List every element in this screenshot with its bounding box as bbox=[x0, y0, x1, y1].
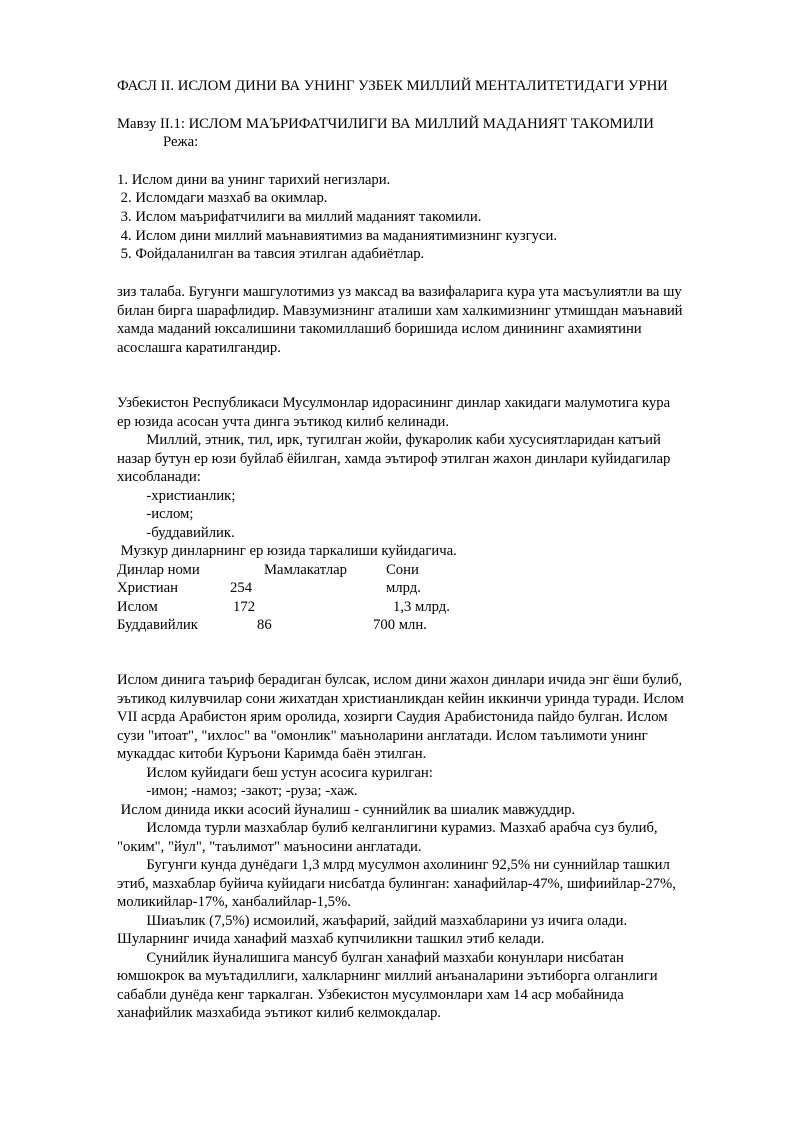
plan-item: 3. Ислом маърифатчилиги ва миллий маданият такомили. bbox=[117, 209, 482, 225]
column-header: Динлар номи bbox=[117, 562, 200, 578]
text-line: сабабли дунёда кенг таркалган. Узбекистон мусулмонлари хам 14 аср мобайнида bbox=[117, 987, 624, 1003]
text-line: Сунийлик йуналишига мансуб булган ханафий мазхаби конунлари нисбатан bbox=[117, 950, 624, 966]
list-item: -христианлик; bbox=[117, 488, 236, 504]
text-line: Бугунги кунда дунёдаги 1,3 млрд мусулмон ахолининг 92,5% ни суннийлар ташкил bbox=[117, 857, 670, 873]
text-line: назар бутун ер юзи буйлаб ёйилган, хамда эътироф этилган жахон динлари куйидагилар bbox=[117, 451, 671, 467]
text-line: Ислом динида икки асосий йуналиш - суннийлик ва шиалик мавжуддир. bbox=[117, 802, 576, 818]
text-line: эътикод килувчилар сони жихатдан христианликдан кейин иккинчи уринда туради. Ислом bbox=[117, 691, 684, 707]
text-line: "оким", "йул", "таълимот" маъносини англатади. bbox=[117, 839, 422, 855]
plan-item: 4. Ислом дини миллий маънавиятимиз ва маданиятимизнинг кузгуси. bbox=[117, 228, 558, 244]
text-line: билан бирга шарафлидир. Мавзумизнинг аталиши хам халкимизнинг утмишдан маънавий bbox=[117, 303, 683, 319]
table-cell: 1,3 млрд. bbox=[393, 599, 450, 615]
plan-item: 2. Исломдаги мазхаб ва окимлар. bbox=[117, 190, 328, 206]
text-line: Ислом куйидаги беш устун асосига курилган: bbox=[117, 765, 433, 781]
table-cell: 172 bbox=[233, 599, 256, 615]
table-cell: 700 млн. bbox=[373, 617, 427, 633]
chapter-title: ФАСЛ II. ИСЛОМ ДИНИ ВА УНИНГ УЗБЕК МИЛЛИЙ МЕНТАЛИТЕТИДАГИ УРНИ bbox=[117, 78, 668, 94]
list-item: -ислом; bbox=[117, 506, 194, 522]
text-line: Исломда турли мазхаблар булиб келганлигини курамиз. Мазхаб арабча суз булиб, bbox=[117, 820, 658, 836]
text-line: -имон; -намоз; -закот; -руза; -хаж. bbox=[117, 783, 358, 799]
list-item: -буддавийлик. bbox=[117, 525, 235, 541]
text-line: юмшокрок ва муътадиллиги, халкларнинг миллий анъаналарини эътиборга олганлиги bbox=[117, 968, 658, 984]
text-line: ер юзида асосан учта динга эътикод килиб келинади. bbox=[117, 414, 450, 430]
text-line: Ислом динига таъриф берадиган булсак, ислом дини жахон динлари ичида энг ёши булиб, bbox=[117, 672, 683, 688]
table-cell: Ислом bbox=[117, 599, 158, 615]
table-cell: 254 bbox=[230, 580, 253, 596]
text-line: Шиаълик (7,5%) исмоилий, жаъфарий, зайдий мазхабларини уз ичига олади. bbox=[117, 913, 628, 929]
text-line: Узбекистон Республикаси Мусулмонлар идорасининг динлар хакидаги малумотига кура bbox=[117, 395, 671, 411]
text-line: сузи "итоат", "ихлос" ва "омонлик" маъноларини англатади. Ислом таълимоти унинг bbox=[117, 728, 648, 744]
table-cell: млрд. bbox=[386, 580, 421, 596]
column-header: Мамлакатлар bbox=[264, 562, 348, 578]
table-cell: 86 bbox=[257, 617, 272, 633]
text-line: ханафийлик мазхабида эътикот килиб келмокдалар. bbox=[117, 1005, 441, 1021]
text-line: асослашга каратилгандир. bbox=[117, 340, 281, 356]
text-line: мукаддас китоби Куръони Каримда баён этилган. bbox=[117, 746, 427, 762]
plan-item: 1. Ислом дини ва унинг тарихий негизлари. bbox=[117, 172, 391, 188]
text-line: Миллий, этник, тил, ирк, тугилган жойи, фукаролик каби хусусиятларидан катъий bbox=[117, 432, 661, 448]
text-line: хамда маданий юксалишини такомиллашиб боришида ислом динининг ахамиятини bbox=[117, 321, 642, 337]
text-line: этиб, мазхаблар буйича куйидаги нисбатда булинган: ханафийлар-47%, шифиийлар-27%, bbox=[117, 876, 676, 892]
text-line: моликийлар-17%, ханбалийлар-1,5%. bbox=[117, 894, 351, 910]
table-cell: Буддавийлик bbox=[117, 617, 198, 633]
plan-item: 5. Фойдаланилган ва тавсия этилган адабиётлар. bbox=[117, 246, 425, 262]
text-line: Шуларнинг ичида ханафий мазхаб купчиликни ташкил этиб келади. bbox=[117, 931, 545, 947]
text-line: зиз талаба. Бугунги машгулотимиз уз максад ва вазифаларига кура ута масъулиятли ва шу bbox=[117, 284, 682, 300]
text-line: хисобланади: bbox=[117, 469, 201, 485]
text-line: VII асрда Арабистон ярим оролида, хозирги Саудия Арабистонида пайдо булган. Ислом bbox=[117, 709, 668, 725]
plan-label: Режа: bbox=[163, 134, 199, 150]
text-line: Музкур динларнинг ер юзида таркалиши куйидагича. bbox=[117, 543, 457, 559]
table-cell: Христиан bbox=[117, 580, 178, 596]
topic-title: Мавзу II.1: ИСЛОМ МАЪРИФАТЧИЛИГИ ВА МИЛЛИЙ МАДАНИЯТ ТАКОМИЛИ bbox=[117, 116, 654, 132]
column-header: Сони bbox=[386, 562, 419, 578]
